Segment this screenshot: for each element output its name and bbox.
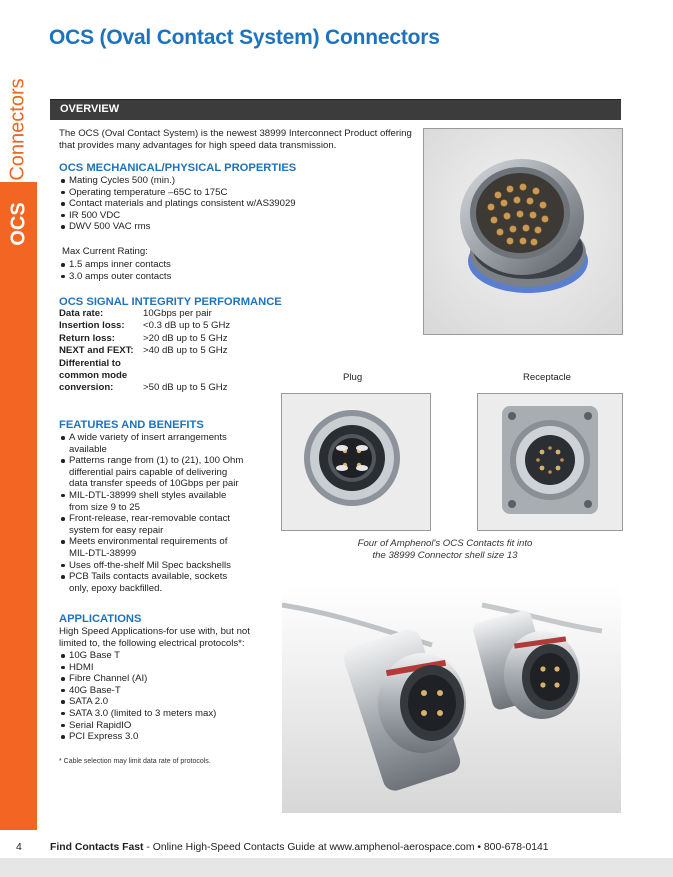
signal-spec-table (59, 308, 319, 395)
list-item: PCI Express 3.0 (59, 731, 279, 743)
mechanical-list (59, 175, 379, 233)
list-item: SATA 2.0 (59, 696, 279, 708)
plug-image (282, 394, 430, 530)
spec-row: Data rate: 10Gbps per pair (59, 308, 212, 319)
side-tab-label: Connectors (7, 77, 29, 181)
receptacle-image (478, 394, 622, 530)
list-item: Front-release, rear-removable contact system for easy repair (59, 513, 269, 536)
list-item: A wide variety of insert arrangements available (59, 432, 269, 455)
list-item: Fibre Channel (AI) (59, 673, 279, 685)
list-item: SATA 3.0 (limited to 3 meters max) (59, 708, 279, 720)
page-title: OCS (Oval Contact System) Connectors (49, 26, 440, 49)
list-item: PCB Tails contacts available, sockets only, epoxy backfilled. (59, 571, 269, 594)
page-number: 4 (16, 842, 22, 853)
list-item: 1.5 amps inner contacts (59, 259, 359, 271)
list-item: Meets environmental requirements of MIL-DTL-38999 (59, 536, 269, 559)
list-item: Uses off-the-shelf Mil Spec backshells (59, 560, 269, 572)
overview-heading: OVERVIEW (60, 103, 120, 115)
spec-row: common mode (59, 369, 128, 381)
list-item: HDMI (59, 662, 279, 674)
photo-caption: Four of Amphenol's OCS Contacts fit into the 38999 Connector shell size 13 (357, 538, 533, 561)
footer-bold: Find Contacts Fast (50, 842, 144, 853)
list-item: Contact materials and platings consistent w/AS39029 (59, 198, 379, 210)
spec-row: Return loss: >20 dB up to 5 GHz (59, 332, 228, 344)
spec-row: Differential to (59, 357, 121, 369)
applications-intro: High Speed Applications-for use with, but not limited to, the following electrical protocols*: (59, 626, 250, 649)
applications-heading: APPLICATIONS (59, 613, 142, 625)
spec-row: NEXT and FEXT: >40 dB up to 5 GHz (59, 345, 228, 357)
side-tab (0, 182, 37, 830)
mechanical-heading: OCS MECHANICAL/PHYSICAL PROPERTIES (59, 162, 297, 174)
overview-header-bar (50, 99, 621, 120)
signal-heading: OCS SIGNAL INTEGRITY PERFORMANCE (59, 296, 282, 308)
spec-row: Insertion loss: <0.3 dB up to 5 GHz (59, 320, 231, 332)
connectors-photo (282, 585, 621, 813)
receptacle-label: Receptacle (523, 372, 571, 383)
features-heading: FEATURES AND BENEFITS (59, 419, 204, 431)
footer-text (50, 842, 549, 853)
receptacle-small-photo (477, 393, 623, 531)
list-item: Mating Cycles 500 (min.) (59, 175, 379, 187)
current-rating-list (59, 259, 359, 282)
mated-connectors-image (282, 585, 621, 813)
footer-band (0, 858, 673, 877)
list-item: 3.0 amps outer contacts (59, 271, 359, 283)
footnote: * Cable selection may limit data rate of protocols. (59, 758, 211, 765)
footer-rest: - Online High-Speed Contacts Guide at www.amphenol-aerospace.com • 800-678-0141 (143, 842, 549, 853)
list-item: IR 500 VDC (59, 210, 379, 222)
list-item: Operating temperature –65C to 175C (59, 187, 379, 199)
list-item: DWV 500 VAC rms (59, 221, 379, 233)
list-item: MIL-DTL-38999 shell styles available from size 9 to 25 (59, 490, 269, 513)
plug-photo (281, 393, 431, 531)
plug-label: Plug (343, 372, 363, 383)
overview-text: The OCS (Oval Contact System) is the newest 38999 Interconnect Product offering that provides many advantages for high speed data transmission. (59, 128, 412, 152)
list-item: 10G Base T (59, 650, 279, 662)
list-item: Patterns range from (1) to (21), 100 Ohm differential pairs capable of delivering data transfer speeds of 10Gbps per pair (59, 455, 269, 490)
spec-row: conversion: >50 dB up to 5 GHz (59, 382, 228, 394)
side-tab-prefix: OCS (7, 202, 29, 246)
connector-image (424, 129, 622, 334)
features-list (59, 432, 269, 594)
list-item: 40G Base-T (59, 685, 279, 697)
current-rating-label: Max Current Rating: (62, 246, 148, 257)
receptacle-photo (423, 128, 623, 335)
list-item: Serial RapidIO (59, 720, 279, 732)
applications-list (59, 650, 279, 743)
